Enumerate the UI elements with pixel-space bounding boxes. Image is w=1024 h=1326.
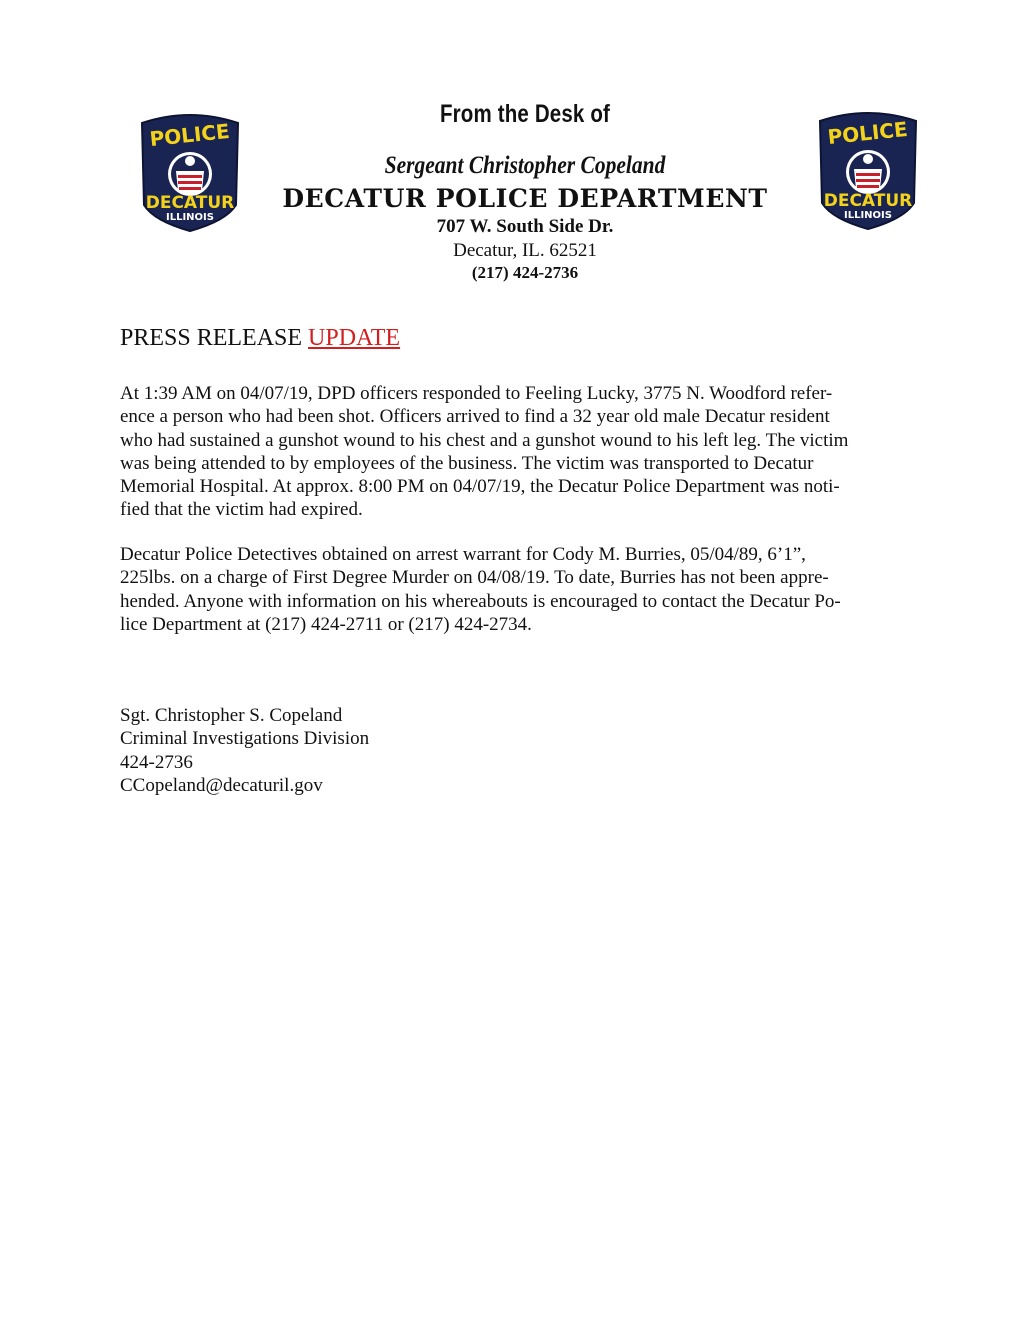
signature-name: Sgt. Christopher S. Copeland	[120, 705, 343, 726]
paragraph-line: Memorial Hospital. At approx. 8:00 PM on 04/07/19, the Decatur Police Department was noti-	[120, 476, 840, 498]
department-phone: (217) 424-2736	[471, 263, 579, 282]
paragraph-line: At 1:39 AM on 04/07/19, DPD officers responded to Feeling Lucky, 3775 N. Woodford refer-	[120, 383, 833, 404]
signature-phone: 424-2736	[120, 751, 193, 773]
svg-text:ILLINOIS: ILLINOIS	[844, 210, 892, 221]
warrant-paragraph	[120, 543, 910, 636]
paragraph-line: hended. Anyone with information on his whereabouts is encouraged to contact the Decatur Po-	[120, 590, 841, 612]
signature-division: Criminal Investigations Division	[120, 728, 370, 750]
paragraph-line: lice Department at (217) 424-2711 or (217) 424-2734.	[120, 613, 532, 635]
svg-text:DECATUR: DECATUR	[823, 191, 913, 211]
update-label: UPDATE	[308, 325, 401, 351]
address-city: Decatur, IL. 62521	[453, 240, 597, 261]
paragraph-line: was being attended to by employees of the business. The victim was transported to Decatur	[120, 452, 814, 474]
paragraph-line: 225lbs. on a charge of First Degree Murder on 04/08/19. To date, Burries has not been appre-	[120, 567, 829, 589]
signature-email: CCopeland@decaturil.gov	[120, 774, 323, 796]
svg-text:DECATUR: DECATUR	[145, 193, 235, 213]
paragraph-line: Decatur Police Detectives obtained on arrest warrant for Cody M. Burries, 05/04/89, 6’1”,	[120, 544, 806, 565]
paragraph-line: ence a person who had been shot. Officers arrived to find a 32 year old male Decatur resident	[120, 406, 830, 428]
department-name-heading: DECATUR POLICE DEPARTMENT	[282, 184, 768, 213]
sergeant-name-heading: Sergeant Christopher Copeland	[384, 152, 666, 179]
svg-text:POLICE: POLICE	[826, 116, 909, 150]
paragraph-line: who had sustained a gunshot wound to his chest and a gunshot wound to his left leg. The victim	[120, 429, 849, 451]
svg-text:POLICE: POLICE	[148, 118, 231, 152]
police-badge-logo-left	[136, 109, 244, 233]
press-release-title	[120, 325, 400, 352]
svg-text:ILLINOIS: ILLINOIS	[166, 212, 214, 223]
signature-block	[120, 704, 369, 797]
police-badge-logo-right	[814, 107, 922, 231]
paragraph-line: fied that the victim had expired.	[120, 499, 363, 521]
incident-paragraph	[120, 382, 910, 522]
from-desk-heading: From the Desk of	[439, 100, 611, 128]
address-street: 707 W. South Side Dr.	[436, 216, 614, 237]
press-release-label: PRESS RELEASE	[120, 325, 303, 351]
